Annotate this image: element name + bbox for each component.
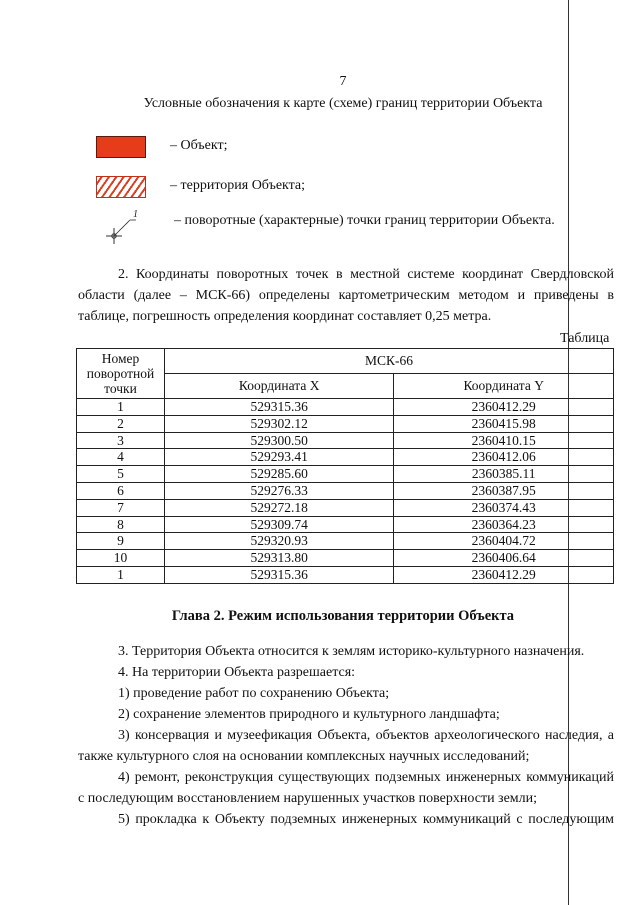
chapter-title: Глава 2. Режим использования территории Объекта [171,608,515,624]
coordinate-x-cell: 529285.60 [164,466,394,483]
point-number-cell: 2 [77,415,165,432]
point-number-cell: 3 [77,432,165,449]
object-swatch [96,136,146,158]
coordinate-y-cell: 2360387.95 [394,482,614,499]
table-row [77,499,614,516]
point-number-cell: 7 [77,499,165,516]
coordinate-x-cell: 529276.33 [164,482,394,499]
coordinate-x-cell: 529293.41 [164,449,394,466]
coordinate-x-cell: 529313.80 [164,550,394,567]
coordinate-x-cell: 529315.36 [164,399,394,416]
table-row [77,399,614,416]
turning-point-marker-label: 1 [133,209,138,220]
header-msk66: МСК-66 [164,349,613,374]
coordinate-y-cell: 2360410.15 [394,432,614,449]
legend-item-territory-label: – территория Объекта; [170,178,306,193]
table-row [77,466,614,483]
legend-item-points-label: – поворотные (характерные) точки границ территории Объекта. [174,213,555,228]
coordinate-x-cell: 529302.12 [164,415,394,432]
legend-item-object-label: – Объект; [170,138,228,153]
paragraph-3: 3. Территория Объекта относится к землям историко-культурного назначения. [118,644,585,659]
table-row [77,566,614,583]
coordinate-y-cell: 2360412.29 [394,399,614,416]
table-row [77,533,614,550]
paragraph-coordinates: 2. Координаты поворотных точек в местной системе координат Свердловской области (далее – МСК-66) определены картометрическим методом и приведены в таблице, погрешность определения координат составляет 0,25 метра. [78,267,614,324]
point-number-cell: 6 [77,482,165,499]
point-number-cell: 8 [77,516,165,533]
turning-point-icon [96,206,156,246]
coordinate-y-cell: 2360374.43 [394,499,614,516]
coordinate-x-cell: 529309.74 [164,516,394,533]
point-number-cell: 1 [77,566,165,583]
table-row [77,482,614,499]
point-number-cell: 4 [77,449,165,466]
coordinate-x-cell: 529272.18 [164,499,394,516]
coordinates-table [76,348,614,584]
coordinate-y-cell: 2360412.29 [394,566,614,583]
list-item-4: 4) ремонт, реконструкция существующих подземных инженерных коммуникаций с последующим восстановлением нарушенных участков поверхности земли; [78,770,614,806]
table-row [77,449,614,466]
coordinate-y-cell: 2360385.11 [394,466,614,483]
coordinate-y-cell: 2360415.98 [394,415,614,432]
table-row [77,415,614,432]
coordinate-x-cell: 529300.50 [164,432,394,449]
header-point-number: Номер поворотной точки [77,349,165,399]
paragraph-4: 4. На территории Объекта разрешается: [118,665,356,680]
point-number-cell: 10 [77,550,165,567]
list-item-5: 5) прокладка к Объекту подземных инженерных коммуникаций с последующим [118,812,614,827]
table-row [77,516,614,533]
table-row [77,550,614,567]
coordinate-x-cell: 529315.36 [164,566,394,583]
coordinate-y-cell: 2360404.72 [394,533,614,550]
list-item-2: 2) сохранение элементов природного и культурного ландшафта; [118,707,500,722]
point-number-cell: 9 [77,533,165,550]
legend-title: Условные обозначения к карте (схеме) границ территории Объекта [143,96,543,111]
page-number: 7 [339,74,347,89]
point-number-cell: 5 [77,466,165,483]
header-coordinate-x: Координата X [164,374,394,399]
table-label: Таблица [560,331,610,346]
list-item-3: 3) консервация и музеефикация Объекта, объектов археологического наследия, а также культурного слоя на основании комплексных научных исследований; [78,728,614,764]
territory-hatch-swatch [96,176,146,198]
header-coordinate-y: Координата Y [394,374,614,399]
coordinate-x-cell: 529320.93 [164,533,394,550]
table-row [77,432,614,449]
coordinate-y-cell: 2360364.23 [394,516,614,533]
point-number-cell: 1 [77,399,165,416]
list-item-1: 1) проведение работ по сохранению Объекта; [118,686,390,701]
coordinate-y-cell: 2360412.06 [394,449,614,466]
coordinate-y-cell: 2360406.64 [394,550,614,567]
